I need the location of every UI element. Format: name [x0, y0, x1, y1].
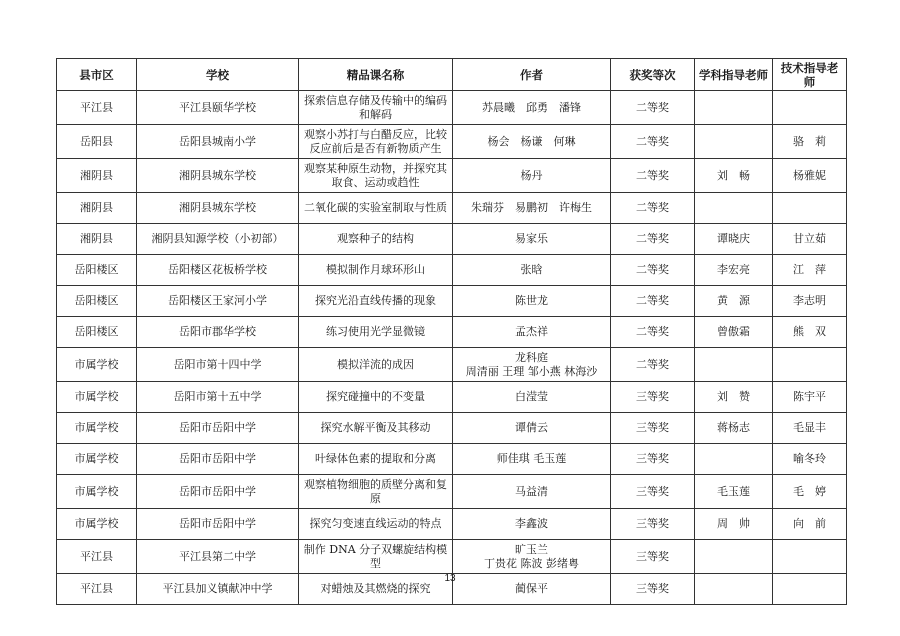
school-cell: 平江县第二中学: [137, 540, 299, 574]
header-subject-teacher: 学科指导老师: [695, 59, 773, 91]
school-cell: 岳阳市岳阳中学: [137, 475, 299, 509]
award-cell: 三等奖: [611, 509, 695, 540]
school-cell: 岳阳县城南小学: [137, 125, 299, 159]
county-cell: 湘阴县: [57, 159, 137, 193]
awards-table: [56, 58, 847, 605]
table-row: [57, 159, 847, 193]
tech-teacher-cell: 江 萍: [773, 255, 847, 286]
course-cell: 探索信息存储及传输中的编码 和解码: [299, 91, 453, 125]
award-cell: 二等奖: [611, 348, 695, 382]
course-cell: 叶绿体色素的提取和分离: [299, 444, 453, 475]
subject-teacher-cell: 谭晓庆: [695, 224, 773, 255]
tech-teacher-cell: 李志明: [773, 286, 847, 317]
county-cell: 岳阳楼区: [57, 317, 137, 348]
course-cell: 观察小苏打与白醋反应，比较 反应前后是否有新物质产生: [299, 125, 453, 159]
subject-teacher-cell: [695, 125, 773, 159]
tech-teacher-cell: 毛 婷: [773, 475, 847, 509]
county-cell: 市属学校: [57, 475, 137, 509]
award-cell: 二等奖: [611, 193, 695, 224]
table-row: [57, 540, 847, 574]
authors-cell: 易家乐: [453, 224, 611, 255]
county-cell: 岳阳县: [57, 125, 137, 159]
county-cell: 平江县: [57, 540, 137, 574]
school-cell: 湘阴县知源学校（小初部）: [137, 224, 299, 255]
course-cell: 探究水解平衡及其移动: [299, 413, 453, 444]
county-cell: 湘阴县: [57, 193, 137, 224]
school-cell: 平江县加义镇献冲中学: [137, 574, 299, 605]
table-row: [57, 413, 847, 444]
tech-teacher-cell: 杨雅妮: [773, 159, 847, 193]
school-cell: 岳阳楼区王家河小学: [137, 286, 299, 317]
award-cell: 二等奖: [611, 91, 695, 125]
authors-cell: 杨会 杨谦 何琳: [453, 125, 611, 159]
subject-teacher-cell: [695, 540, 773, 574]
page-number: 13: [444, 573, 456, 584]
course-cell: 对蜡烛及其燃烧的探究: [299, 574, 453, 605]
county-cell: 岳阳楼区: [57, 286, 137, 317]
award-cell: 二等奖: [611, 255, 695, 286]
table-row: [57, 193, 847, 224]
school-cell: 平江县颐华学校: [137, 91, 299, 125]
tech-teacher-cell: 向 前: [773, 509, 847, 540]
subject-teacher-cell: 毛玉莲: [695, 475, 773, 509]
course-cell: 探究光沿直线传播的现象: [299, 286, 453, 317]
table-row: [57, 444, 847, 475]
subject-teacher-cell: 曾傲霜: [695, 317, 773, 348]
authors-cell: 苏晨曦 邱勇 潘锋: [453, 91, 611, 125]
tech-teacher-cell: [773, 193, 847, 224]
table-row: [57, 348, 847, 382]
authors-cell: 蔺保平: [453, 574, 611, 605]
tech-teacher-cell: 喻冬玲: [773, 444, 847, 475]
school-cell: 岳阳市岳阳中学: [137, 444, 299, 475]
table-row: [57, 91, 847, 125]
table-row: [57, 475, 847, 509]
header-award: 获奖等次: [611, 59, 695, 91]
subject-teacher-cell: 刘 赞: [695, 382, 773, 413]
subject-teacher-cell: 李宏亮: [695, 255, 773, 286]
tech-teacher-cell: [773, 540, 847, 574]
school-cell: 湘阴县城东学校: [137, 193, 299, 224]
header-tech-teacher: 技术指导老师: [773, 59, 847, 91]
authors-cell: 杨丹: [453, 159, 611, 193]
subject-teacher-cell: 周 帅: [695, 509, 773, 540]
header-course: 精品课名称: [299, 59, 453, 91]
table-row: [57, 255, 847, 286]
school-cell: 岳阳市郡华学校: [137, 317, 299, 348]
award-cell: 二等奖: [611, 159, 695, 193]
school-cell: 岳阳楼区花板桥学校: [137, 255, 299, 286]
authors-cell: 白滢莹: [453, 382, 611, 413]
school-cell: 岳阳市第十四中学: [137, 348, 299, 382]
authors-cell: 马益清: [453, 475, 611, 509]
course-cell: 模拟洋流的成因: [299, 348, 453, 382]
course-cell: 制作 DNA 分子双螺旋结构模型: [299, 540, 453, 574]
authors-cell: 陈世龙: [453, 286, 611, 317]
county-cell: 市属学校: [57, 413, 137, 444]
county-cell: 市属学校: [57, 509, 137, 540]
tech-teacher-cell: 毛显丰: [773, 413, 847, 444]
authors-cell: 旷玉兰 丁贵花 陈波 彭绪粤: [453, 540, 611, 574]
county-cell: 市属学校: [57, 348, 137, 382]
county-cell: 平江县: [57, 91, 137, 125]
school-cell: 岳阳市岳阳中学: [137, 413, 299, 444]
subject-teacher-cell: 刘 畅: [695, 159, 773, 193]
table-row: [57, 125, 847, 159]
county-cell: 岳阳楼区: [57, 255, 137, 286]
subject-teacher-cell: [695, 91, 773, 125]
subject-teacher-cell: [695, 444, 773, 475]
header-row: [57, 59, 847, 91]
authors-cell: 师佳琪 毛玉莲: [453, 444, 611, 475]
school-cell: 湘阴县城东学校: [137, 159, 299, 193]
header-authors: 作者: [453, 59, 611, 91]
course-cell: 观察某种原生动物，并探究其 取食、运动或趋性: [299, 159, 453, 193]
award-cell: 三等奖: [611, 382, 695, 413]
award-cell: 二等奖: [611, 317, 695, 348]
county-cell: 市属学校: [57, 444, 137, 475]
tech-teacher-cell: 熊 双: [773, 317, 847, 348]
award-cell: 二等奖: [611, 125, 695, 159]
course-cell: 观察植物细胞的质壁分离和复 原: [299, 475, 453, 509]
award-cell: 二等奖: [611, 286, 695, 317]
subject-teacher-cell: [695, 348, 773, 382]
course-cell: 练习使用光学显微镜: [299, 317, 453, 348]
subject-teacher-cell: 蒋杨志: [695, 413, 773, 444]
header-school: 学校: [137, 59, 299, 91]
tech-teacher-cell: 骆 莉: [773, 125, 847, 159]
award-cell: 二等奖: [611, 224, 695, 255]
course-cell: 模拟制作月球环形山: [299, 255, 453, 286]
subject-teacher-cell: [695, 193, 773, 224]
school-cell: 岳阳市第十五中学: [137, 382, 299, 413]
header-county: 县市区: [57, 59, 137, 91]
table-row: [57, 317, 847, 348]
authors-cell: 孟杰祥: [453, 317, 611, 348]
authors-cell: 李鑫波: [453, 509, 611, 540]
authors-cell: 张晗: [453, 255, 611, 286]
award-cell: 三等奖: [611, 540, 695, 574]
tech-teacher-cell: 陈宇平: [773, 382, 847, 413]
course-cell: 探究匀变速直线运动的特点: [299, 509, 453, 540]
table-body: [57, 91, 847, 605]
table-row: [57, 224, 847, 255]
tech-teacher-cell: 甘立茹: [773, 224, 847, 255]
county-cell: 湘阴县: [57, 224, 137, 255]
authors-cell: 龙科庭 周清丽 王理 邹小燕 林海沙: [453, 348, 611, 382]
table-row: [57, 382, 847, 413]
award-cell: 三等奖: [611, 475, 695, 509]
award-cell: 三等奖: [611, 444, 695, 475]
authors-cell: 朱瑞芬 易鹏初 许梅生: [453, 193, 611, 224]
county-cell: 市属学校: [57, 382, 137, 413]
school-cell: 岳阳市岳阳中学: [137, 509, 299, 540]
county-cell: 平江县: [57, 574, 137, 605]
table-row: [57, 286, 847, 317]
course-cell: 二氧化碳的实验室制取与性质: [299, 193, 453, 224]
subject-teacher-cell: 黄 源: [695, 286, 773, 317]
authors-cell: 谭倩云: [453, 413, 611, 444]
award-cell: 三等奖: [611, 574, 695, 605]
tech-teacher-cell: [773, 348, 847, 382]
course-cell: 观察种子的结构: [299, 224, 453, 255]
award-cell: 三等奖: [611, 413, 695, 444]
table-row: [57, 509, 847, 540]
course-cell: 探究碰撞中的不变量: [299, 382, 453, 413]
tech-teacher-cell: [773, 91, 847, 125]
